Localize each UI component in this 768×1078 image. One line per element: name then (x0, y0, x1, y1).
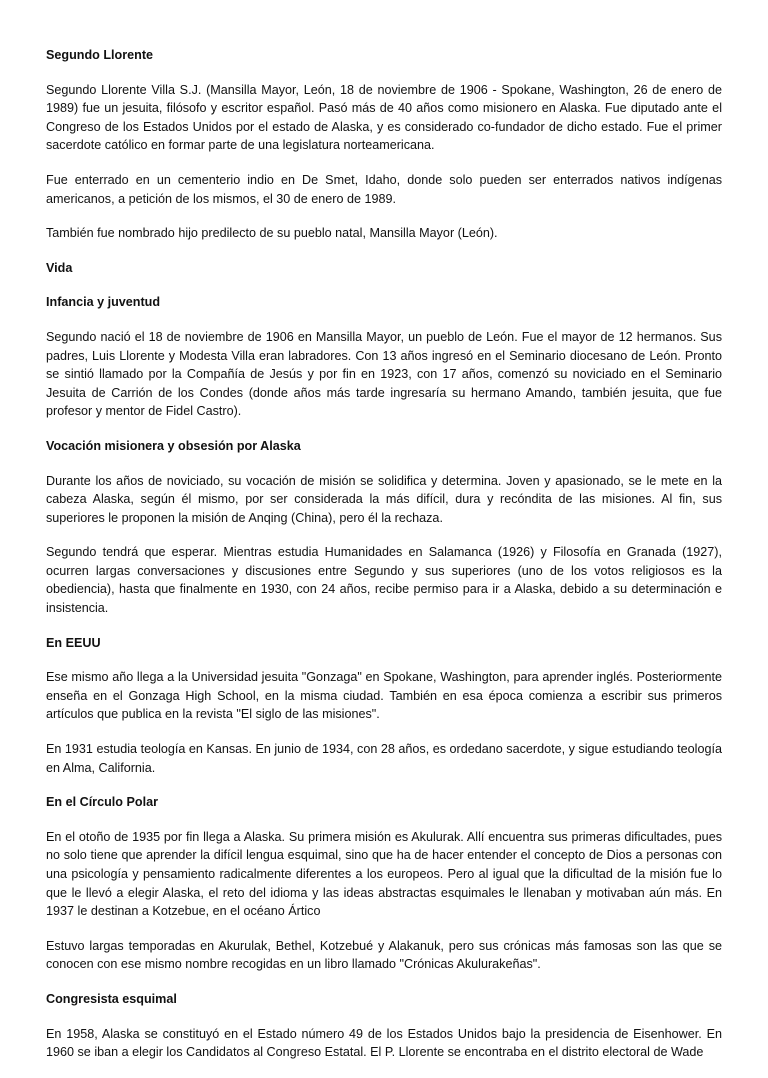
congresista-paragraph-1: En 1958, Alaska se constituyó en el Estado número 49 de los Estados Unidos bajo la presidencia de Eisenhower. En 1960 se iban a elegir los Candidatos al Congreso Estatal. El P. Llorente se encontraba en el distrito electoral de Wade (46, 1026, 722, 1060)
section-heading-vida: Vida (46, 260, 73, 275)
eeuu-paragraph-2: En 1931 estudia teología en Kansas. En junio de 1934, con 28 años, es ordedano sacerdote, y sigue estudiando teología en Alma, California. (46, 742, 722, 775)
intro-paragraph-3: También fue nombrado hijo predilecto de su pueblo natal, Mansilla Mayor (León). (46, 226, 498, 241)
intro-paragraph-1: Segundo Llorente Villa S.J. (Mansilla Mayor, León, 18 de noviembre de 1906 - Spokane, Washington, 26 de enero de 1989) fue un jesuita, filósofo y escritor español. Pasó más de 40 años como misionero en Alaska. Fue diputado ante el Congreso de los Estados Unidos por el estado de Alaska, y es considerado co-fundador de dicho estado. Fue el primer sacerdote católico en formar parte de una legislatura norteamericana. (46, 82, 722, 153)
document-page (46, 46, 722, 1078)
vocacion-paragraph-2: Segundo tendrá que esperar. Mientras estudia Humanidades en Salamanca (1926) y Filosofía en Granada (1927), ocurren largas conversaciones y discusiones entre Segundo y sus superiores (uno de los votos religiosos es la obediencia), hasta que finalmente en 1930, con 24 años, recibe permiso para ir a Alaska, debido a su determinación e insistencia. (46, 545, 722, 616)
infancia-paragraph-1: Segundo nació el 18 de noviembre de 1906 en Mansilla Mayor, un pueblo de León. Fue el mayor de 12 hermanos. Sus padres, Luis Llorente y Modesta Villa eran labradores. Con 13 años ingresó en el Seminario diocesano de León. Pronto se sintió llamado por la Compañía de Jesús y por fin en 1923, con 17 años, comenzó su noviciado en el Seminario Jesuita de Carrión de los Condes (donde años más tarde ingresaría su hermano Amando, también jesuita, que fue profesor y mentor de Fidel Castro). (46, 329, 722, 419)
intro-paragraph-2: Fue enterrado en un cementerio indio en De Smet, Idaho, donde solo pueden ser enterrados nativos indígenas americanos, a petición de los mismos, el 30 de enero de 1989. (46, 172, 722, 206)
document-title: Segundo Llorente (46, 48, 154, 62)
section-heading-infancia: Infancia y juventud (46, 295, 161, 310)
section-heading-eeuu: En EEUU (46, 635, 101, 650)
circulo-polar-paragraph-2: Estuvo largas temporadas en Akurulak, Bethel, Kotzebué y Alakanuk, pero sus crónicas más famosas son las que se conocen con ese mismo nombre recogidas en un libro llamado "Crónicas Akulurakeñas". (46, 938, 722, 972)
section-heading-vocacion: Vocación misionera y obsesión por Alaska (46, 438, 301, 453)
eeuu-paragraph-1: Ese mismo año llega a la Universidad jesuita "Gonzaga" en Spokane, Washington, para aprender inglés. Posteriormente enseña en el Gonzaga High School, en la misma ciudad. También en esa época comienza a escribir sus primeros artículos que publica en la revista "El siglo de las misiones". (46, 670, 722, 722)
circulo-polar-paragraph-1: En el otoño de 1935 por fin llega a Alaska. Su primera misión es Akulurak. Allí encuentra sus primeras dificultades, pues no solo tiene que aprender la difícil lengua esquimal, sino que ha de hacer entender el concepto de Dios a personas con una psicología y pensamiento radicalmente diferentes a los europeos. Pero al igual que la dificultad de la misión fue lo que le llevó a elegir Alaska, el reto del idioma y las ideas abstractas esquimales le llenaban y motivaban aún más. En 1937 le destinan a Kotzebue, en el océano Ártico (46, 829, 722, 919)
section-heading-congresista: Congresista esquimal (46, 991, 177, 1006)
section-heading-circulo-polar: En el Círculo Polar (46, 795, 158, 810)
vocacion-paragraph-1: Durante los años de noviciado, su vocación de misión se solidifica y determina. Joven y apasionado, se le mete en la cabeza Alaska, según él mismo, por ser considerada la más difícil, dura y recóndita de las misiones. Al fin, sus superiores le proponen la misión de Anqing (China), pero él la rechaza. (46, 473, 722, 525)
